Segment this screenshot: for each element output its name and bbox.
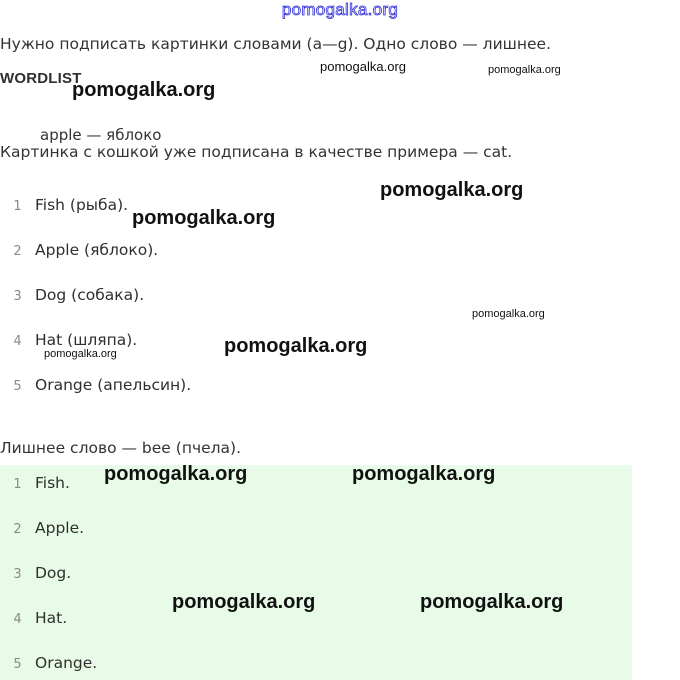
watermark: pomogalka.org <box>224 335 368 357</box>
list-item <box>0 286 144 304</box>
list-item-text: Orange (апельсин). <box>35 376 192 394</box>
answer-item-number: 4 <box>13 612 22 627</box>
answer-item-text: Dog. <box>35 564 72 582</box>
list-item-text: Dog (собака). <box>35 286 145 304</box>
watermark: pomogalka.org <box>488 64 561 76</box>
list-item-text: Apple (яблоко). <box>35 241 159 259</box>
watermark: pomogalka.org <box>172 591 316 613</box>
answer-item-number: 2 <box>13 522 22 537</box>
answer-item <box>0 654 97 672</box>
list-item <box>0 376 191 394</box>
answer-item-text: Hat. <box>35 609 68 627</box>
list-item-number: 4 <box>13 334 22 349</box>
watermark: pomogalka.org <box>72 79 216 101</box>
answer-item-number: 1 <box>13 477 22 492</box>
answer-item-number: 3 <box>13 567 22 582</box>
watermark: pomogalka.org <box>104 463 248 485</box>
task-instruction: Нужно подписать картинки словами (a—g). Одно слово — лишнее. <box>0 35 551 53</box>
example-note: Картинка с кошкой уже подписана в качестве примера — cat. <box>0 143 513 161</box>
list-item-number: 1 <box>13 199 22 214</box>
list-item-number: 3 <box>13 289 22 304</box>
extra-word-note: Лишнее слово — bee (пчела). <box>0 439 242 457</box>
answer-item <box>0 474 70 492</box>
answer-item-text: Fish. <box>35 474 70 492</box>
list-item <box>0 241 158 259</box>
watermark: pomogalka.org <box>380 179 524 201</box>
wordlist-clipped-text: apple — яблоко <box>40 126 162 144</box>
watermark: pomogalka.org <box>320 59 406 74</box>
watermark: pomogalka.org <box>352 463 496 485</box>
answer-item-text: Apple. <box>35 519 85 537</box>
answer-item-number: 5 <box>13 657 22 672</box>
watermark: pomogalka.org <box>472 308 545 320</box>
list-item-number: 5 <box>13 379 22 394</box>
answer-item <box>0 519 84 537</box>
list-item <box>0 196 128 214</box>
wordlist-title: WORDLIST <box>0 70 82 87</box>
answer-box <box>0 465 632 680</box>
wordlist-clipped-line <box>40 126 162 144</box>
watermark: pomogalka.org <box>132 207 276 229</box>
list-item-number: 2 <box>13 244 22 259</box>
list-item-text: Fish (рыба). <box>35 196 129 214</box>
watermark: pomogalka.org <box>420 591 564 613</box>
answer-item-text: Orange. <box>35 654 98 672</box>
answer-item <box>0 609 67 627</box>
header-watermark: pomogalka.org <box>281 0 399 19</box>
list-item <box>0 331 137 349</box>
answer-item <box>0 564 71 582</box>
list-item-text: Hat (шляпа). <box>35 331 138 349</box>
watermark: pomogalka.org <box>44 348 117 360</box>
